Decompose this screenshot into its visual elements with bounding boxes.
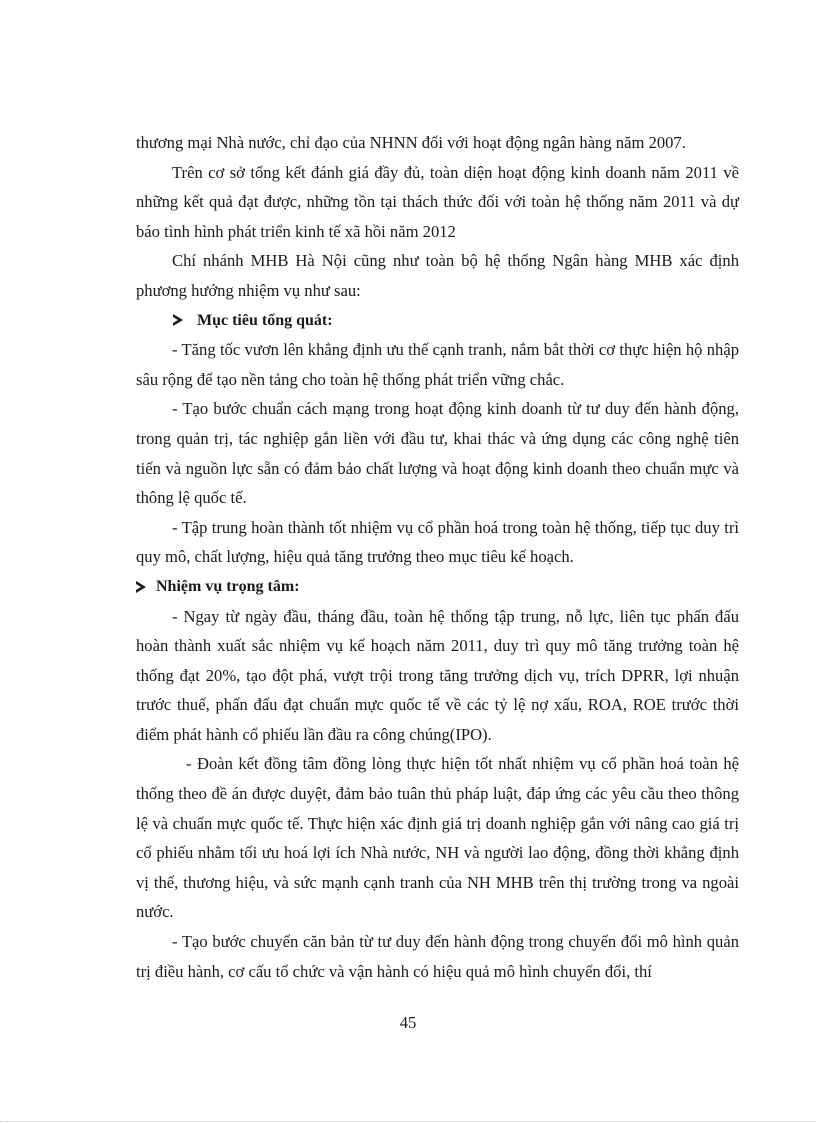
paragraph-task-1: - Ngay từ ngày đầu, tháng đầu, toàn hệ thống tập trung, nỗ lực, liên tục phấn đấu hoàn thành xuất sắc nhiệm vụ kế hoạch năm 2011, duy trì quy mô tăng trưởng toàn hệ thống đạt 20%, tạo đột phá, vượt trội trong tăng trưởng dịch vụ, trích DPRR, lợi nhuận trước thuế, phấn đấu đạt chuẩn mực quốc tế về các tỷ lệ nợ xấu, ROA, ROE trước thời điểm phát hành cổ phiếu lần đầu ra công chúng(IPO). xyxy=(136,606,739,744)
heading-key-tasks-label: Nhiệm vụ trọng tâm: xyxy=(156,577,300,595)
paragraph-goal-2: - Tạo bước chuẩn cách mạng trong hoạt động kinh doanh từ tư duy đến hành động, trong quản trị, tác nghiệp gắn liền với đầu tư, khai thác và ứng dụng các công nghệ tiên tiến và nguồn lực sẵn có đảm bảo chất lượng và hoạt động kinh doanh theo chuẩn mực và thông lệ quốc tế. xyxy=(136,399,739,508)
paragraph-summary: Trên cơ sở tổng kết đánh giá đầy đủ, toàn diện hoạt động kinh doanh năm 2011 về những kết quả đạt được, những tồn tại thách thức đối với toàn hệ thống năm 2011 và dự báo tình hình phát triển kinh tế xã hồi năm 2012 xyxy=(136,162,739,241)
paragraph-goal-1: - Tăng tốc vươn lên khẳng định ưu thế cạnh tranh, nắm bắt thời cơ thực hiện hộ nhập sâu rộng để tạo nền tảng cho toàn hệ thống phát triển vững chắc. xyxy=(136,340,739,389)
paragraph-continuation: thương mại Nhà nước, chỉ đạo của NHNN đối với hoạt động ngân hàng năm 2007. xyxy=(136,133,686,152)
paragraph-goal-3: - Tập trung hoàn thành tốt nhiệm vụ cổ phần hoá trong toàn hệ thống, tiếp tục duy trì quy mô, chất lượng, hiệu quả tăng trưởng theo mục tiêu kế hoạch. xyxy=(136,517,739,567)
arrow-bullet-icon xyxy=(136,581,146,593)
heading-key-tasks xyxy=(136,572,739,602)
heading-general-goals-label: Mục tiêu tổng quát: xyxy=(197,311,333,329)
page-body xyxy=(136,128,739,986)
page-bottom-divider xyxy=(0,1121,816,1122)
paragraph-task-3: - Tạo bước chuyển căn bản từ tư duy đến hành động trong chuyển đổi mô hình quản trị điều hành, cơ cấu tổ chức và vận hành có hiệu quả mô hình chuyển đổi, thí xyxy=(136,932,739,981)
page-number: 45 xyxy=(399,1013,417,1032)
paragraph-task-2: - Đoàn kết đồng tâm đồng lòng thực hiện tốt nhất nhiệm vụ cổ phần hoá toàn hệ thống theo đề án được duyệt, đảm bảo tuân thủ pháp luật, đáp ứng các yêu cầu theo thông lệ và chuẩn mực quốc tế. Thực hiện xác định giá trị doanh nghiệp gắn với nâng cao giá trị cổ phiếu nhằm tối ưu hoá lợi ích Nhà nước, NH và người lao động, đồng thời khẳng định vị thế, thương hiệu, và sức mạnh cạnh tranh của NH MHB trên thị trường trong va ngoài nước. xyxy=(136,754,739,922)
arrow-bullet-icon xyxy=(173,314,183,326)
paragraph-intro: Chí nhánh MHB Hà Nội cũng như toàn bộ hệ thống Ngân hàng MHB xác định phương hướng nhiệm vụ như sau: xyxy=(136,251,739,300)
heading-general-goals xyxy=(136,306,739,336)
